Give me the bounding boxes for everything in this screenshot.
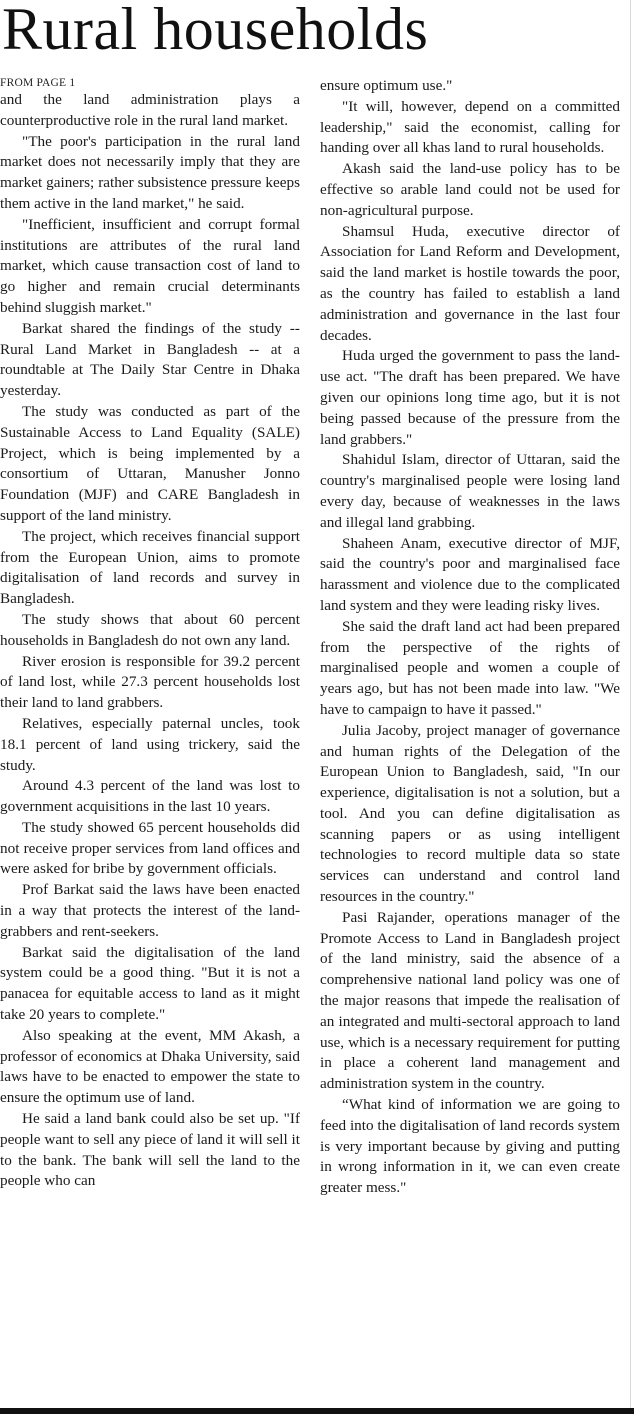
paragraph: Shahidul Islam, director of Uttaran, said the country's marginalised people were losing land every day, because of weaknesses in the laws and illegal land grabbing.: [320, 451, 620, 531]
page-edge-rule: [630, 0, 631, 1408]
paragraph: Prof Barkat said the laws have been enacted in a way that protects the interest of the land-grabbers and rent-seekers.: [0, 881, 300, 940]
paragraph: Barkat shared the findings of the study -- Rural Land Market in Bangladesh -- at a roundtable at The Daily Star Centre in Dhaka yesterday.: [0, 319, 300, 400]
paragraph: River erosion is responsible for 39.2 percent of land lost, while 27.3 percent households lost their land to land grabbers.: [0, 652, 300, 712]
paragraph: ensure optimum use.": [320, 77, 453, 94]
paragraph: The study was conducted as part of the Sustainable Access to Land Equality (SALE) Project, which is being implemented by a consortium of Uttaran, Manusher Jonno Foundation (MJF) and CARE Bangladesh in support of the land ministry.: [0, 402, 300, 524]
kicker-from-page: FROM PAGE 1: [0, 77, 76, 89]
headline: Rural households: [2, 0, 429, 62]
paragraph: "Inefficient, insufficient and corrupt formal institutions are attributes of the rural land market, which cause transaction cost of land to go higher and remain crucial determinants behind sluggish market.": [0, 215, 300, 316]
paragraph: Also speaking at the event, MM Akash, a professor of economics at Dhaka University, said laws have to be enacted to empower the state to ensure the optimum use of land.: [0, 1026, 300, 1107]
paragraph: Huda urged the government to pass the land-use act. "The draft has been prepared. We have given our opinions long time ago, but it is not being passed because of the pressure from the land grabbers.": [320, 347, 620, 448]
paragraph: The study showed 65 percent households did not receive proper services from land offices and were asked for bribe by government officials.: [0, 818, 300, 878]
paragraph: Barkat said the digitalisation of the land system could be a good thing. "But it is not a panacea for equitable access to land as it might take 20 years to complete.": [0, 943, 300, 1024]
paragraph: Relatives, especially paternal uncles, took 18.1 percent of land using trickery, said the study.: [0, 714, 300, 774]
paragraph: Julia Jacoby, project manager of governance and human rights of the Delegation of the European Union to Bangladesh, said, "In our experience, digitalisation is not a solution, but a tool. And you can define digitalisation as scanning papers or as using intelligent technologies to record multiple data so state services can understand and control land resources in the country.": [320, 721, 620, 906]
paragraph: "It will, however, depend on a committed leadership," said the economist, calling for handing over all khas land to rural households.: [320, 97, 620, 157]
paragraph: She said the draft land act had been prepared from the perspective of the rights of marginalised people and women a couple of years ago, but has not been made into law. "We have to campaign to have it passed.": [320, 617, 620, 718]
paragraph: Around 4.3 percent of the land was lost to government acquisitions in the last 10 years.: [0, 777, 300, 816]
paragraph: The study shows that about 60 percent households in Bangladesh do not own any land.: [0, 610, 300, 649]
paragraph: He said a land bank could also be set up. "If people want to sell any piece of land it will sell it to the bank. The bank will sell the land to the people who can: [0, 1110, 300, 1190]
bottom-border: [0, 1408, 634, 1414]
paragraph: “What kind of information we are going to feed into the digitalisation of land records system is very important because by giving and putting in wrong information in it, we can even create greater mess.": [320, 1096, 620, 1197]
paragraph: and the land administration plays a counterproductive role in the rural land market.: [0, 91, 300, 129]
right-column: [320, 76, 620, 1408]
left-column: [0, 76, 300, 1408]
paragraph: "The poor's participation in the rural land market does not necessarily imply that they are market gainers; rather subsistence pressure keeps them active in the land market," he said.: [0, 132, 300, 212]
paragraph: Pasi Rajander, operations manager of the Promote Access to Land in Bangladesh project of the land ministry, said the absence of a comprehensive national land policy was one of the major reasons that impede the realisation of an integrated and multi-sectoral approach to land use, which is a necessary requirement for putting in place a coherent land management and administration system in the country.: [320, 908, 620, 1093]
paragraph: Shaheen Anam, executive director of MJF, said the country's poor and marginalised face harassment and violence due to the complicated land system and they were leading risky lives.: [320, 534, 620, 614]
paragraph: Akash said the land-use policy has to be effective so arable land could not be used for non-agricultural purpose.: [320, 160, 620, 219]
paragraph: The project, which receives financial support from the European Union, aims to promote digitalisation of land records and survey in Bangladesh.: [0, 527, 300, 608]
paragraph: Shamsul Huda, executive director of Association for Land Reform and Development, said the land market is hostile towards the poor, as the country has failed to establish a land administration and governance in the last four decades.: [320, 222, 620, 344]
